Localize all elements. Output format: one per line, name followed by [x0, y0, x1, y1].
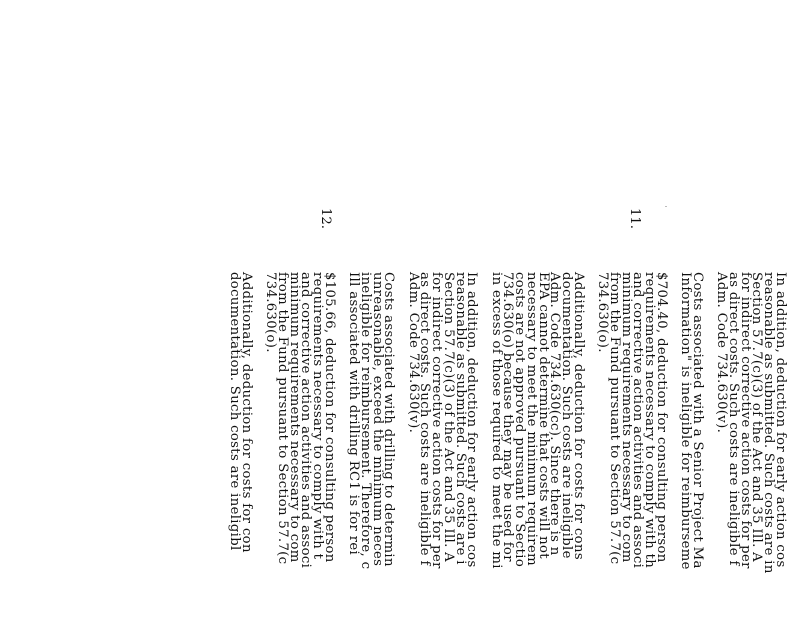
paragraph-3-line: 734.630(o).: [595, 272, 611, 353]
paragraph-6-line: Ill associated with drilling RC1 is for rei: [346, 272, 362, 556]
paragraph-1-line: Adm. Code 734.630(v).: [714, 272, 730, 434]
paragraph-5-line: for indirect corrective action costs for per: [429, 272, 445, 569]
paragraph-1-line: for indirect corrective action costs for per: [737, 272, 753, 569]
paragraph-5-line: In addition, deduction for early action cos: [464, 272, 480, 568]
paragraph-1-line: as direct costs. Such costs are ineligible f: [726, 272, 741, 566]
item-number: 12.: [318, 208, 334, 229]
paragraph-6-line: unreasonable, exceed the minimum neces: [369, 272, 385, 567]
paragraph-1-line: Section 57.7(c)(3) of the Act and 35 Ill. A: [749, 272, 765, 563]
paragraph-5-line: Section 57.7(c)(3) of the Act and 35 Ill. A: [441, 272, 456, 563]
paragraph-4-line: 734.630(o) because they may be used for: [500, 272, 516, 562]
paragraph-4-line: documentation. Such costs are ineligible: [559, 272, 575, 559]
paragraph-4-line: costs are not approved pursuant to Sectio: [512, 272, 528, 568]
paragraph-2-line: Costs associated with a Senior Project Ma: [690, 272, 705, 569]
paragraph-4-line: Adm. Code 734.630(cc). Since there is n: [547, 272, 563, 556]
paragraph-1-line: In addition, deduction for early action cos: [773, 272, 788, 568]
paragraph-7-line: and corrective action activities and associ: [298, 272, 314, 569]
paragraph-5-line: reasonable as submitted. Such costs are i: [452, 272, 468, 565]
paragraph-4-line: EPA cannot determine that costs will not: [535, 272, 551, 559]
paragraph-7-line: from the Fund pursuant to Section 57.7(c: [275, 272, 290, 565]
paragraph-6-line: ineligible for reimbursement. Therefore, c: [358, 272, 373, 570]
scan-speck: [665, 206, 667, 207]
paragraph-8-line: Additionally, deduction for costs for con: [239, 272, 254, 553]
paragraph-7-line: requirements necessary to comply with t: [310, 272, 326, 560]
paragraph-7-line: minimum requirements necessary to com: [286, 272, 302, 563]
paragraph-4-line: in excess of those required to meet the mi: [488, 272, 504, 569]
item-number: 11.: [627, 208, 642, 229]
paragraph-3-line: minimum requirements necessary to com: [618, 272, 634, 563]
paragraph-3-line: requirements necessary to comply with th: [642, 272, 658, 569]
paragraph-3-line: from the Fund pursuant to Section 57.7(c: [607, 272, 622, 565]
paragraph-2-line: Information" is ineligible for reimburseme: [678, 272, 694, 570]
paragraph-5-line: Adm. Code 734.630(v).: [405, 272, 421, 434]
paragraph-7-line: $105.66, deduction for consulting person: [322, 272, 337, 563]
rotated-document-body: [140, 0, 800, 618]
paragraph-5-line: as direct costs. Such costs are ineligible f: [417, 272, 433, 566]
paragraph-3-line: $704.40, deduction for consulting person: [654, 272, 669, 563]
paragraph-8-line: documentation. Such costs are ineligibl: [227, 272, 243, 551]
paragraph-4-line: necessary to meet the minimum requirem: [524, 272, 539, 566]
paragraph-4-line: Additionally, deduction for costs for cons: [571, 272, 586, 560]
paragraph-1-line: reasonable as submitted. Such costs are in: [761, 272, 777, 574]
paragraph-7-line: 734.630(o).: [263, 272, 279, 353]
paragraph-6-line: Costs associated with drilling to determin: [381, 272, 397, 567]
paragraph-3-line: and corrective action activities and associ: [630, 272, 646, 569]
